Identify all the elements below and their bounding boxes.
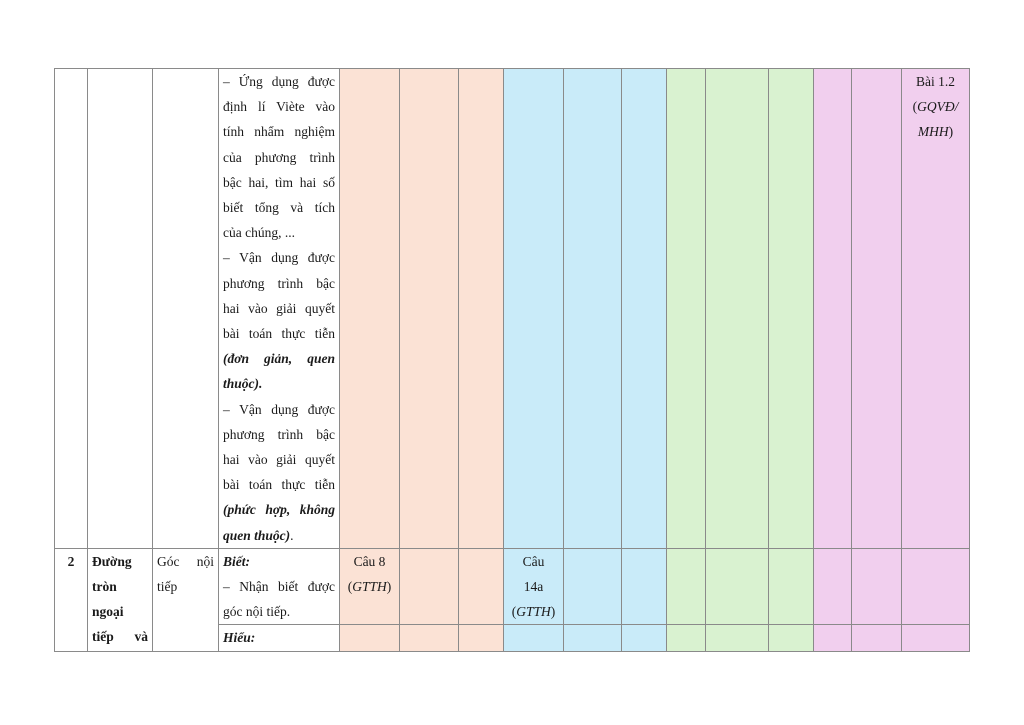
level-cell — [769, 69, 814, 549]
paren-close: ) — [550, 604, 556, 620]
level-cell — [564, 625, 622, 651]
level-cell — [622, 548, 667, 625]
paren-open: ( — [347, 579, 353, 595]
level-cell — [340, 69, 400, 549]
paren-close: ) — [386, 579, 392, 595]
level-cell — [706, 625, 769, 651]
question-label: Bài 1.2 — [916, 74, 955, 89]
level-cell — [504, 625, 564, 651]
topic-line: Đường — [92, 553, 132, 569]
requirement-line: hai vào giải quyết — [223, 452, 335, 468]
question-ref-cell — [504, 548, 564, 625]
requirement-line: của chúng, ... — [223, 225, 295, 241]
requirement-line: góc nội tiếp. — [223, 604, 291, 620]
requirement-emphasis-text: quen thuộc) — [223, 527, 291, 543]
requirement-line: biết tổng và tích — [223, 200, 335, 216]
level-cell — [814, 625, 852, 651]
level-label: Hiểu: — [223, 630, 256, 646]
requirement-emphasis-line: (đơn giản, quen — [223, 351, 335, 367]
competency-code: GTTH — [352, 579, 387, 595]
paren-close: ) — [948, 124, 954, 140]
competency-code-wrap — [906, 119, 965, 144]
competency-code-wrap — [508, 599, 559, 624]
question-ref-cell — [902, 69, 970, 549]
level-cell — [504, 69, 564, 549]
requirement-line: tính nhẩm nghiệm — [223, 124, 335, 140]
unit-cell — [153, 548, 219, 651]
level-cell — [459, 548, 504, 625]
requirement-line: – Nhận biết được — [223, 579, 335, 595]
topic-line: tròn — [92, 579, 117, 595]
paren-open: ( — [511, 604, 517, 620]
level-cell — [769, 625, 814, 651]
stt-cell — [55, 69, 88, 549]
requirement-cell — [219, 69, 340, 549]
competency-code: MHH — [917, 124, 949, 140]
competency-code: GTTH — [516, 604, 551, 620]
table-row — [55, 548, 970, 625]
topic-line: ngoại — [92, 604, 124, 620]
unit-line: Góc nội — [157, 553, 214, 569]
requirement-period: . — [290, 527, 294, 543]
paren-open: ( — [912, 99, 918, 115]
question-ref-cell — [340, 548, 400, 625]
level-cell — [852, 625, 902, 651]
level-cell — [667, 548, 706, 625]
level-cell — [706, 548, 769, 625]
requirement-line-wrap — [223, 523, 335, 548]
level-cell — [902, 548, 970, 625]
requirement-emphasis-line: (phức hợp, không — [223, 502, 335, 518]
assessment-matrix-table — [54, 68, 970, 652]
requirement-cell — [219, 625, 340, 651]
level-cell — [622, 625, 667, 651]
competency-code: GQVĐ/ — [917, 99, 959, 115]
stt-value: 2 — [67, 553, 75, 569]
level-cell — [814, 69, 852, 549]
competency-code-wrap — [344, 574, 395, 599]
question-label: 14a — [523, 579, 544, 595]
table-row — [55, 69, 970, 549]
level-cell — [814, 548, 852, 625]
level-cell — [706, 69, 769, 549]
competency-code-wrap — [906, 94, 965, 119]
level-cell — [340, 625, 400, 651]
requirement-line: – Ứng dụng được — [223, 74, 335, 89]
requirement-line: bài toán thực tiễn — [223, 326, 335, 342]
requirement-line: – Vận dụng được — [223, 401, 335, 417]
level-cell — [400, 625, 459, 651]
level-cell — [852, 548, 902, 625]
topic-line: tiếp và — [92, 629, 148, 645]
level-cell — [852, 69, 902, 549]
requirement-line: phương trình bậc — [223, 275, 335, 291]
stt-cell — [55, 548, 88, 651]
level-cell — [564, 69, 622, 549]
level-cell — [400, 69, 459, 549]
level-cell — [667, 625, 706, 651]
requirement-emphasis-line: thuộc). — [223, 376, 263, 392]
level-cell — [769, 548, 814, 625]
level-label: Biết: — [223, 553, 250, 569]
question-label: Câu 8 — [353, 553, 386, 569]
requirement-line: của phương trình — [223, 149, 335, 165]
level-cell — [564, 548, 622, 625]
requirement-line: bậc hai, tìm hai số — [223, 174, 335, 190]
question-label: Câu — [522, 553, 545, 569]
unit-line: tiếp — [157, 579, 178, 595]
requirement-line: bài toán thực tiễn — [223, 477, 335, 493]
level-cell — [667, 69, 706, 549]
requirement-line: phương trình bậc — [223, 426, 335, 442]
topic-cell — [88, 69, 153, 549]
level-cell — [902, 625, 970, 651]
requirement-line: hai vào giải quyết — [223, 300, 335, 316]
requirement-line: – Vận dụng được — [223, 250, 335, 266]
level-cell — [400, 548, 459, 625]
topic-cell — [88, 548, 153, 651]
level-cell — [459, 625, 504, 651]
unit-cell — [153, 69, 219, 549]
level-cell — [622, 69, 667, 549]
requirement-cell — [219, 548, 340, 625]
requirement-line: định lí Viète vào — [223, 99, 335, 115]
level-cell — [459, 69, 504, 549]
